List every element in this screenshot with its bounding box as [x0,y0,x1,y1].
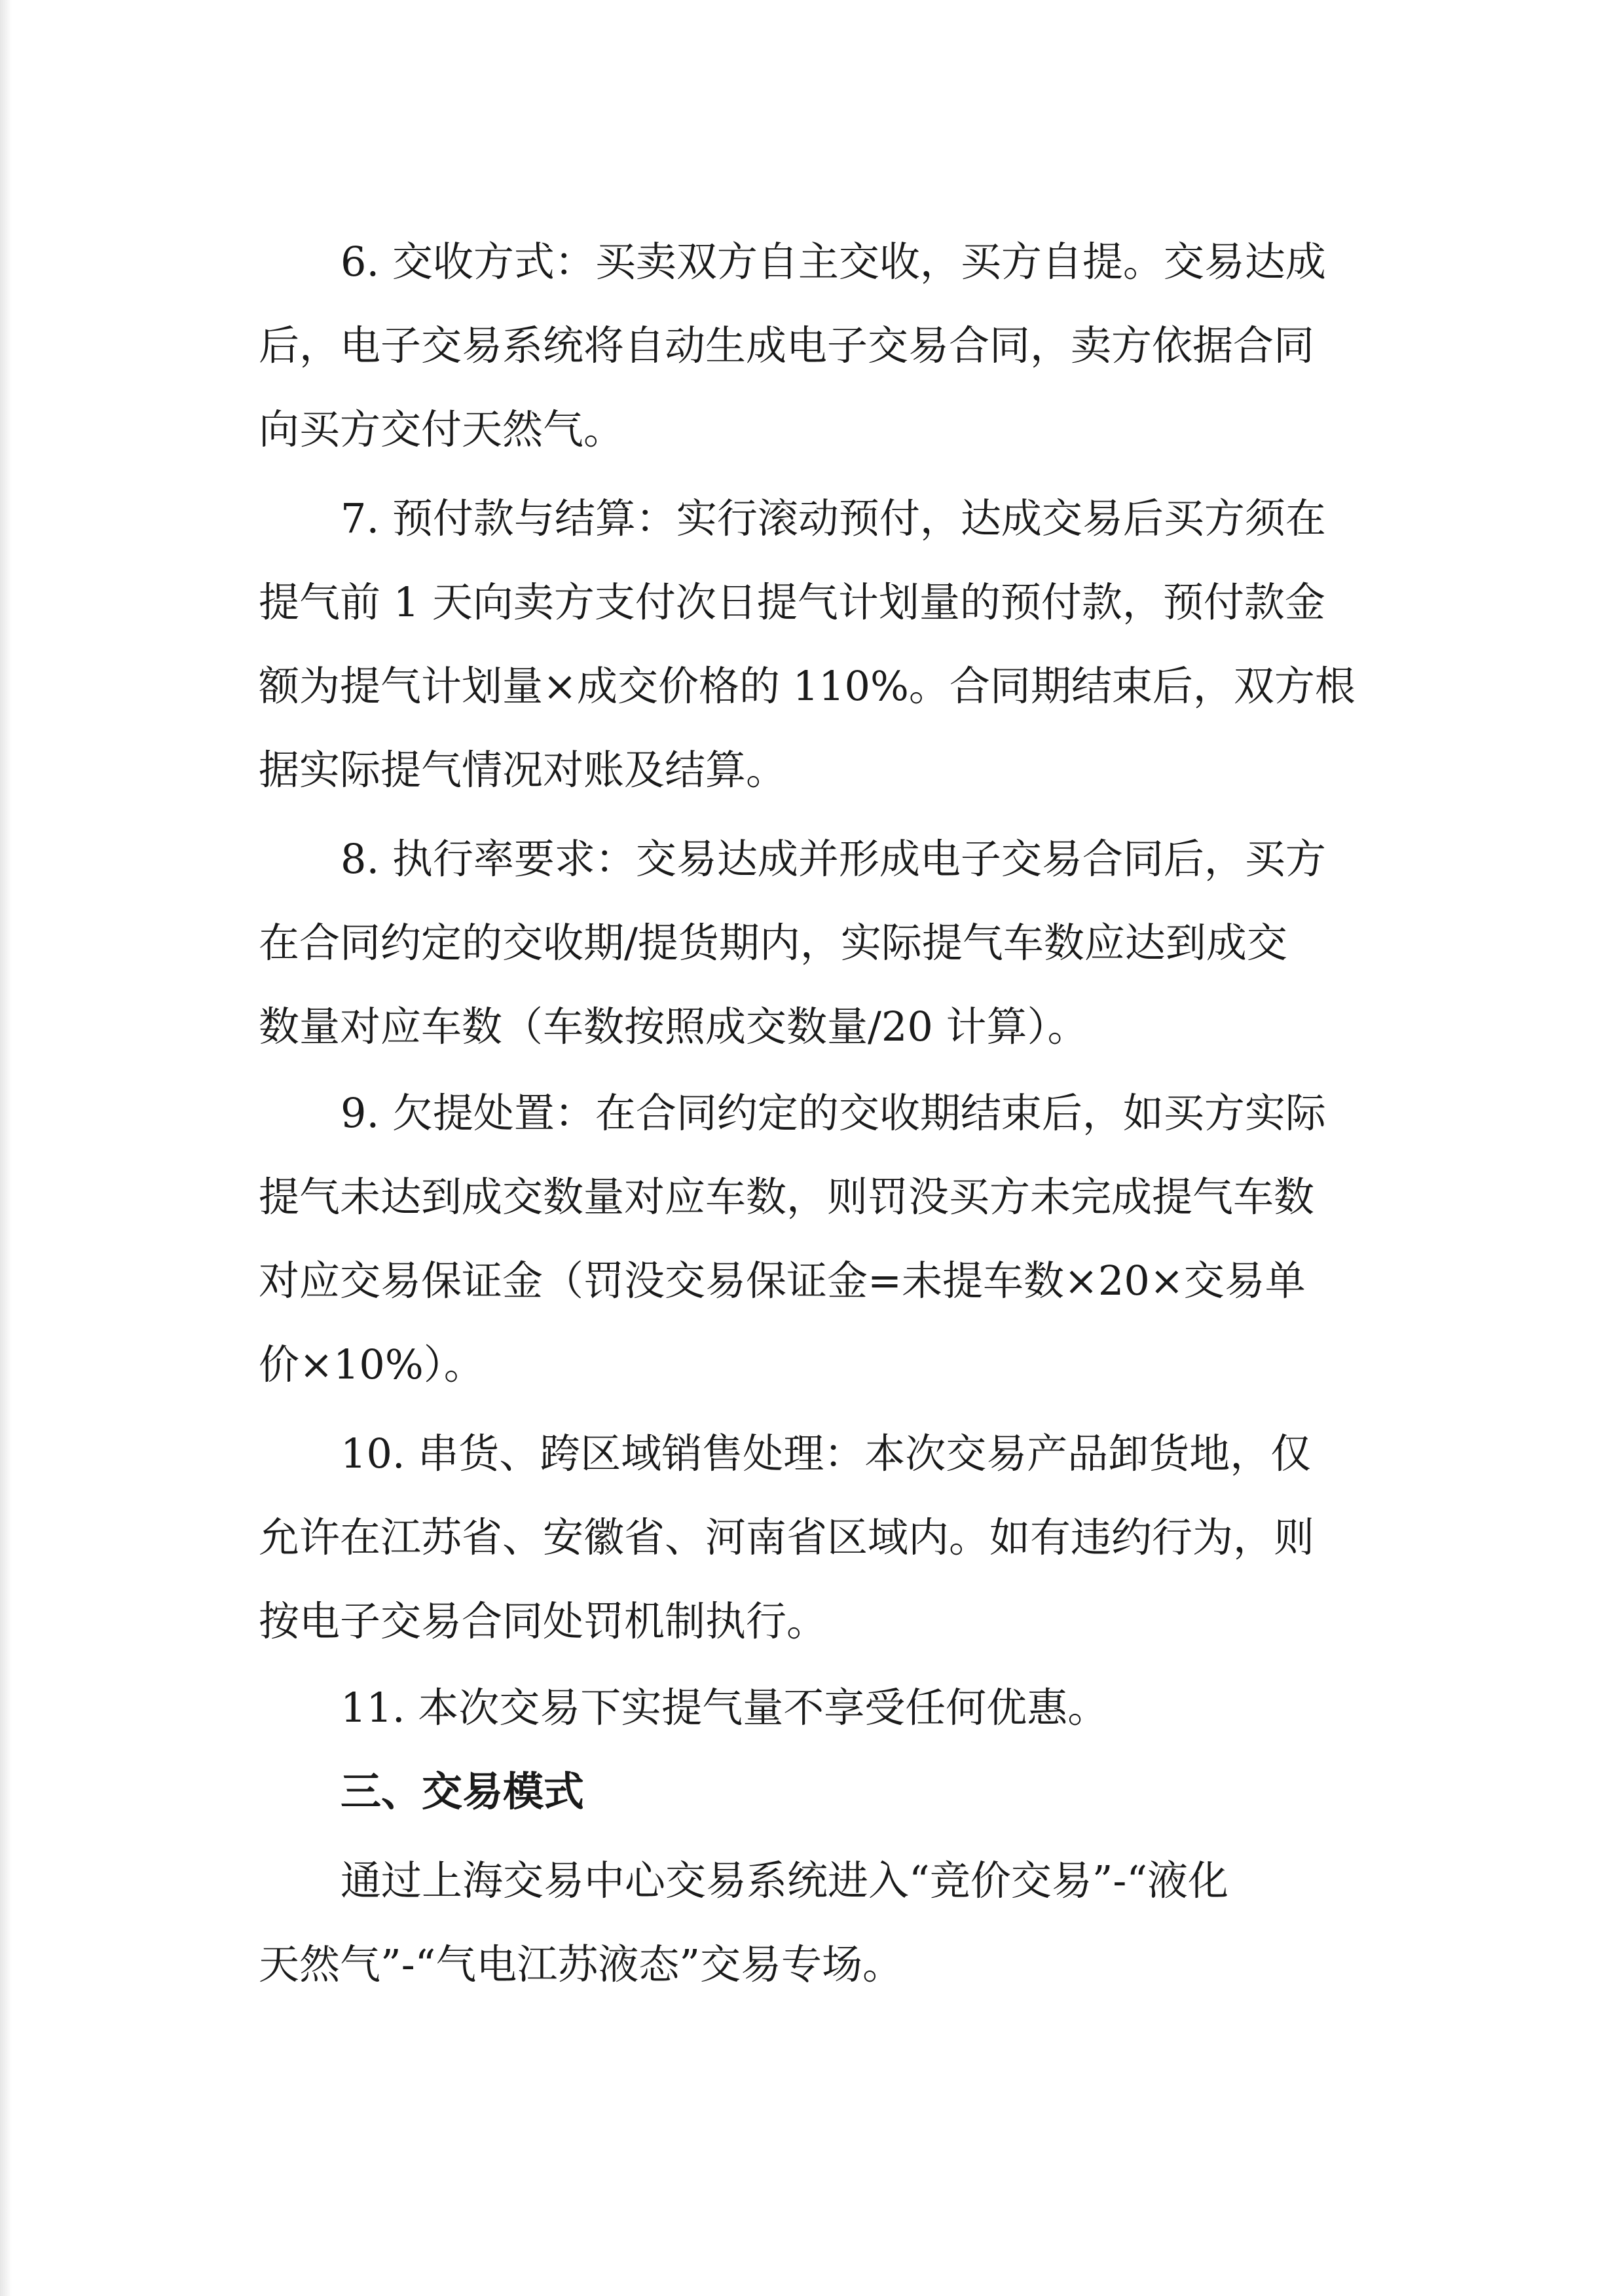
scan-edge-shadow [0,0,12,2296]
text-line: 提气未达到成交数量对应车数，则罚没买方未完成提气车数 [259,1173,1315,1221]
text-line: 提气前 1 天向卖方支付次日提气计划量的预付款，预付款金 [259,578,1325,626]
text-line: 通过上海交易中心交易系统进入“竞价交易”-“液化 [341,1857,1229,1904]
text-line: 数量对应车数（车数按照成交数量/20 计算）。 [259,1003,1088,1050]
text-line: 10. 串货、跨区域销售处理：本次交易产品卸货地，仅 [341,1430,1312,1477]
text-line: 价×10%）。 [259,1341,485,1388]
text-line: 天然气”-“气电江苏液态”交易专场。 [259,1940,904,1988]
text-line: 11. 本次交易下实提气量不享受任何优惠。 [341,1684,1109,1731]
text-line: 按电子交易合同处罚机制执行。 [259,1597,828,1645]
text-line: 对应交易保证金（罚没交易保证金=未提车数×20×交易单 [259,1257,1306,1305]
text-line: 额为提气计划量×成交价格的 110%。合同期结束后，双方根 [259,662,1356,710]
text-line: 在合同约定的交收期/提货期内，实际提气车数应达到成交 [259,919,1287,967]
text-line: 据实际提气情况对账及结算。 [259,746,787,794]
text-line: 8. 执行率要求：交易达成并形成电子交易合同后，买方 [341,835,1326,883]
text-line: 7. 预付款与结算：实行滚动预付，达成交易后买方须在 [341,494,1326,542]
text-line: 9. 欠提处置：在合同约定的交收期结束后，如买方实际 [341,1089,1326,1137]
text-line: 后，电子交易系统将自动生成电子交易合同，卖方依据合同 [259,322,1315,369]
text-line: 允许在江苏省、安徽省、河南省区域内。如有违约行为，则 [259,1513,1315,1561]
text-line: 向买方交付天然气。 [259,405,625,453]
text-line: 6. 交收方式：买卖双方自主交收，买方自提。交易达成 [341,238,1326,286]
section-heading: 三、交易模式 [341,1768,585,1815]
